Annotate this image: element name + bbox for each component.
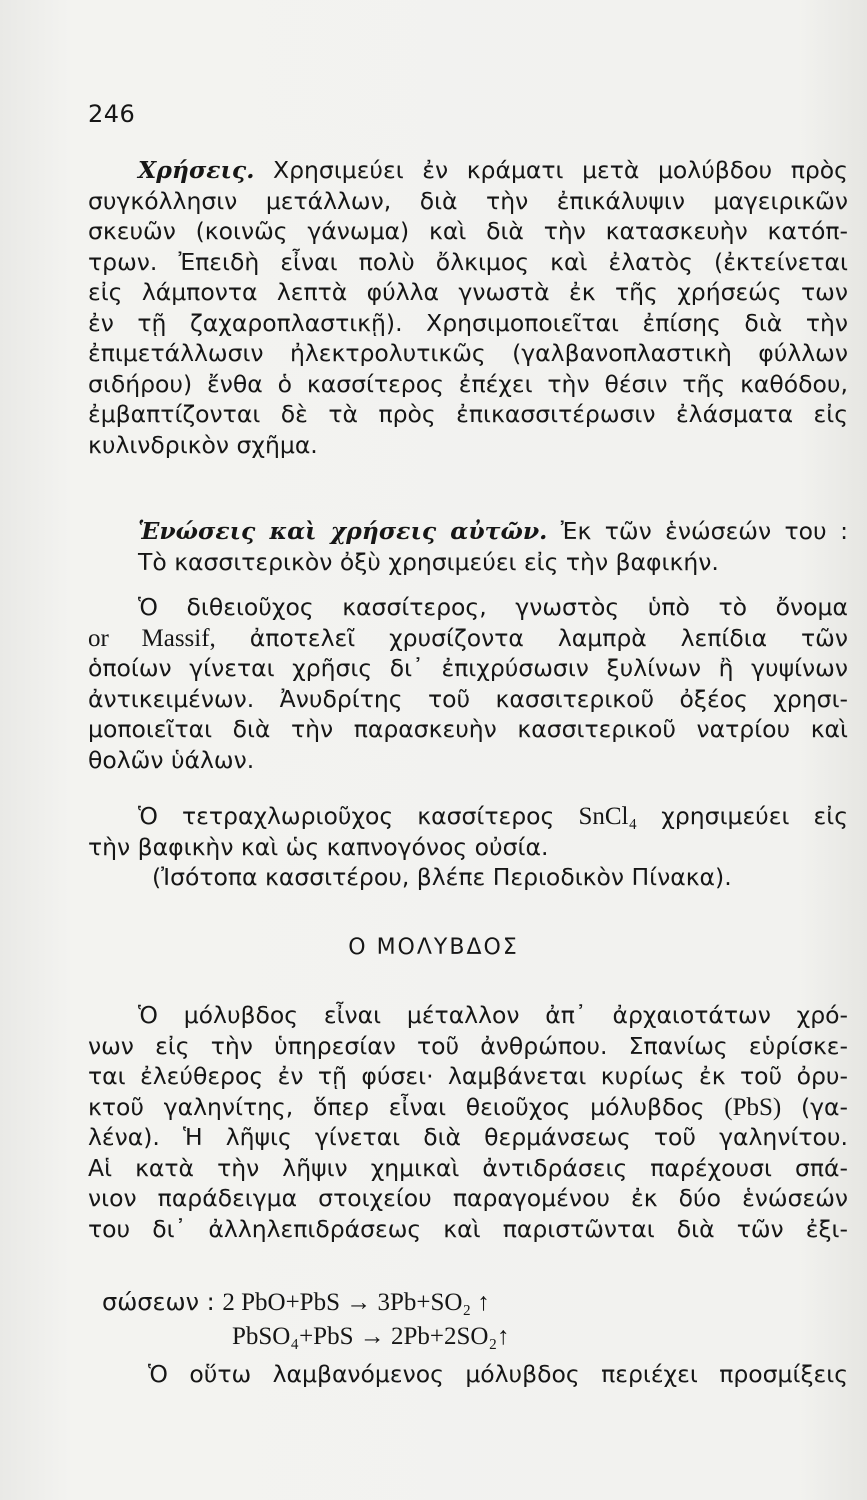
equation-block bbox=[102, 1285, 510, 1353]
text-line: κτοῦ γαληνίτης, ὅπερ εἶναι θειοῦχος μόλυβδος (PbS) (γα- bbox=[88, 1092, 848, 1121]
text-line: μοποιεῖται διὰ τὴν παρασκευὴν κασσιτερικοῦ νατρίου καὶ bbox=[88, 715, 848, 743]
chemical-formula: SnCl₄ bbox=[578, 803, 638, 830]
lead-paragraph bbox=[88, 1000, 848, 1244]
equation-1: 2 PbO+PbS → 3Pb+SO₂ ↑ bbox=[222, 1289, 490, 1316]
text-line: λένα). Ἡ λῆψις γίνεται διὰ θερμάνσεως τοῦ γαληνίτου. bbox=[88, 1123, 848, 1151]
text-line: συγκόλλησιν μετάλλων, διὰ τὴν ἐπικάλυψιν μαγειρικῶν bbox=[88, 186, 848, 215]
text-line: νιον παράδειγμα στοιχείου παραγομένου ἐκ δύο ἑνώσεών bbox=[88, 1184, 848, 1212]
disulfide-paragraph bbox=[88, 592, 848, 775]
text-line: Ὁ μόλυβδος εἶναι μέταλλον ἀπ᾽ ἀρχαιοτάτων χρό- bbox=[138, 1001, 848, 1029]
text-line: εἰς λάμποντα λεπτὰ φύλλα γνωστὰ ἐκ τῆς χρήσεώς των bbox=[88, 278, 848, 306]
text-line: Ὁ διθειοῦχος κασσίτερος, γνωστὸς ὑπὸ τὸ ὄνομα bbox=[138, 593, 848, 621]
text-line: or Massif, ἀποτελεῖ χρυσίζοντα λαμπρὰ λεπίδια τῶν bbox=[88, 623, 848, 652]
text-line: Αἱ κατὰ τὴν λῆψιν χημικαὶ ἀντιδράσεις παρέχουσι σπά- bbox=[88, 1153, 848, 1182]
text-line: ἀντικειμένων. Ἀνυδρίτης τοῦ κασσιτερικοῦ ὀξέος χρησι- bbox=[88, 684, 848, 713]
isotopes-note: (Ἰσότοπα κασσιτέρου, βλέπε Περιοδικὸν Πίνακα). bbox=[152, 863, 732, 891]
text-line: Χρήσεις. Χρησιμεύει ἐν κράματι μετὰ μολύβδου πρὸς bbox=[138, 156, 848, 184]
page-number: 246 bbox=[88, 100, 136, 128]
chemical-formula: (PbS) bbox=[724, 1093, 782, 1121]
text-line: νων εἰς τὴν ὑπηρεσίαν τοῦ ἀνθρώπου. Σπανίως εὑρίσκε- bbox=[88, 1031, 848, 1060]
text-line: του δι᾽ ἀλληλεπιδράσεως καὶ παριστῶνται διὰ τῶν ἐξι- bbox=[88, 1214, 848, 1243]
text-line: Ἑνώσεις καὶ χρήσεις αὐτῶν. Ἐκ τῶν ἑνώσεών του : bbox=[138, 517, 848, 545]
text-line: ἐπιμετάλλωσιν ἠλεκτρολυτικῶς (γαλβανοπλαστικὴ φύλλων bbox=[88, 339, 848, 367]
final-line: Ὁ οὕτω λαμβανόμενος μόλυβδος περιέχει προσμίξεις bbox=[148, 1360, 848, 1388]
text-line: ὁποίων γίνεται χρῆσις δι᾽ ἐπιχρύσωσιν ξυλίνων ἢ γυψίνων bbox=[88, 654, 848, 682]
text-line: σιδήρου) ἔνθα ὁ κασσίτερος ἐπέχει τὴν θέσιν τῆς καθόδου, bbox=[88, 369, 848, 398]
text-line: τρων. Ἐπειδὴ εἶναι πολὺ ὄλκιμος καὶ ἐλατὸς (ἐκτείνεται bbox=[88, 247, 848, 276]
equation-label: σώσεων : bbox=[102, 1288, 215, 1316]
uses-heading: Χρήσεις. bbox=[138, 156, 255, 184]
uses-paragraph bbox=[88, 155, 848, 460]
text-line: σκευῶν (κοινῶς γάνωμα) καὶ διὰ τὴν κατασκευὴν κατόπ- bbox=[88, 217, 848, 245]
equation-line bbox=[102, 1319, 510, 1353]
tetrachloride-paragraph bbox=[88, 801, 848, 893]
compounds-heading: Ἑνώσεις καὶ χρήσεις αὐτῶν. bbox=[138, 517, 548, 545]
text-line: ἐμβαπτίζονται δὲ τὰ πρὸς ἐπικασσιτέρωσιν ἐλάσματα εἰς bbox=[88, 400, 848, 428]
text-line: θολῶν ὑάλων. bbox=[88, 745, 255, 774]
text-line: ται ἐλεύθερος ἐν τῇ φύσει· λαμβάνεται κυρίως ἐκ τοῦ ὀρυ- bbox=[88, 1062, 848, 1090]
latin-name: or Massif, bbox=[88, 624, 216, 652]
equation-2: PbSO₄+PbS → 2Pb+2SO₂↑ bbox=[232, 1323, 510, 1350]
section-title: Ο ΜΟΛΥΒΔΟΣ bbox=[348, 935, 519, 960]
compounds-paragraph bbox=[88, 516, 848, 577]
text-line: κυλινδρικὸν σχῆμα. bbox=[88, 430, 318, 459]
equation-line bbox=[102, 1285, 510, 1319]
text-line: τὴν βαφικὴν καὶ ὡς καπνογόνος οὐσία. bbox=[88, 832, 549, 861]
text-line: Τὸ κασσιτερικὸν ὀξὺ χρησιμεύει εἰς τὴν βαφικήν. bbox=[138, 547, 719, 576]
text-line: ἐν τῇ ζαχαροπλαστικῇ). Χρησιμοποιεῖται ἐπίσης διὰ τὴν bbox=[88, 308, 848, 337]
text-line: Ὁ τετραχλωριοῦχος κασσίτερος SnCl₄ χρησιμεύει εἰς bbox=[138, 802, 848, 830]
